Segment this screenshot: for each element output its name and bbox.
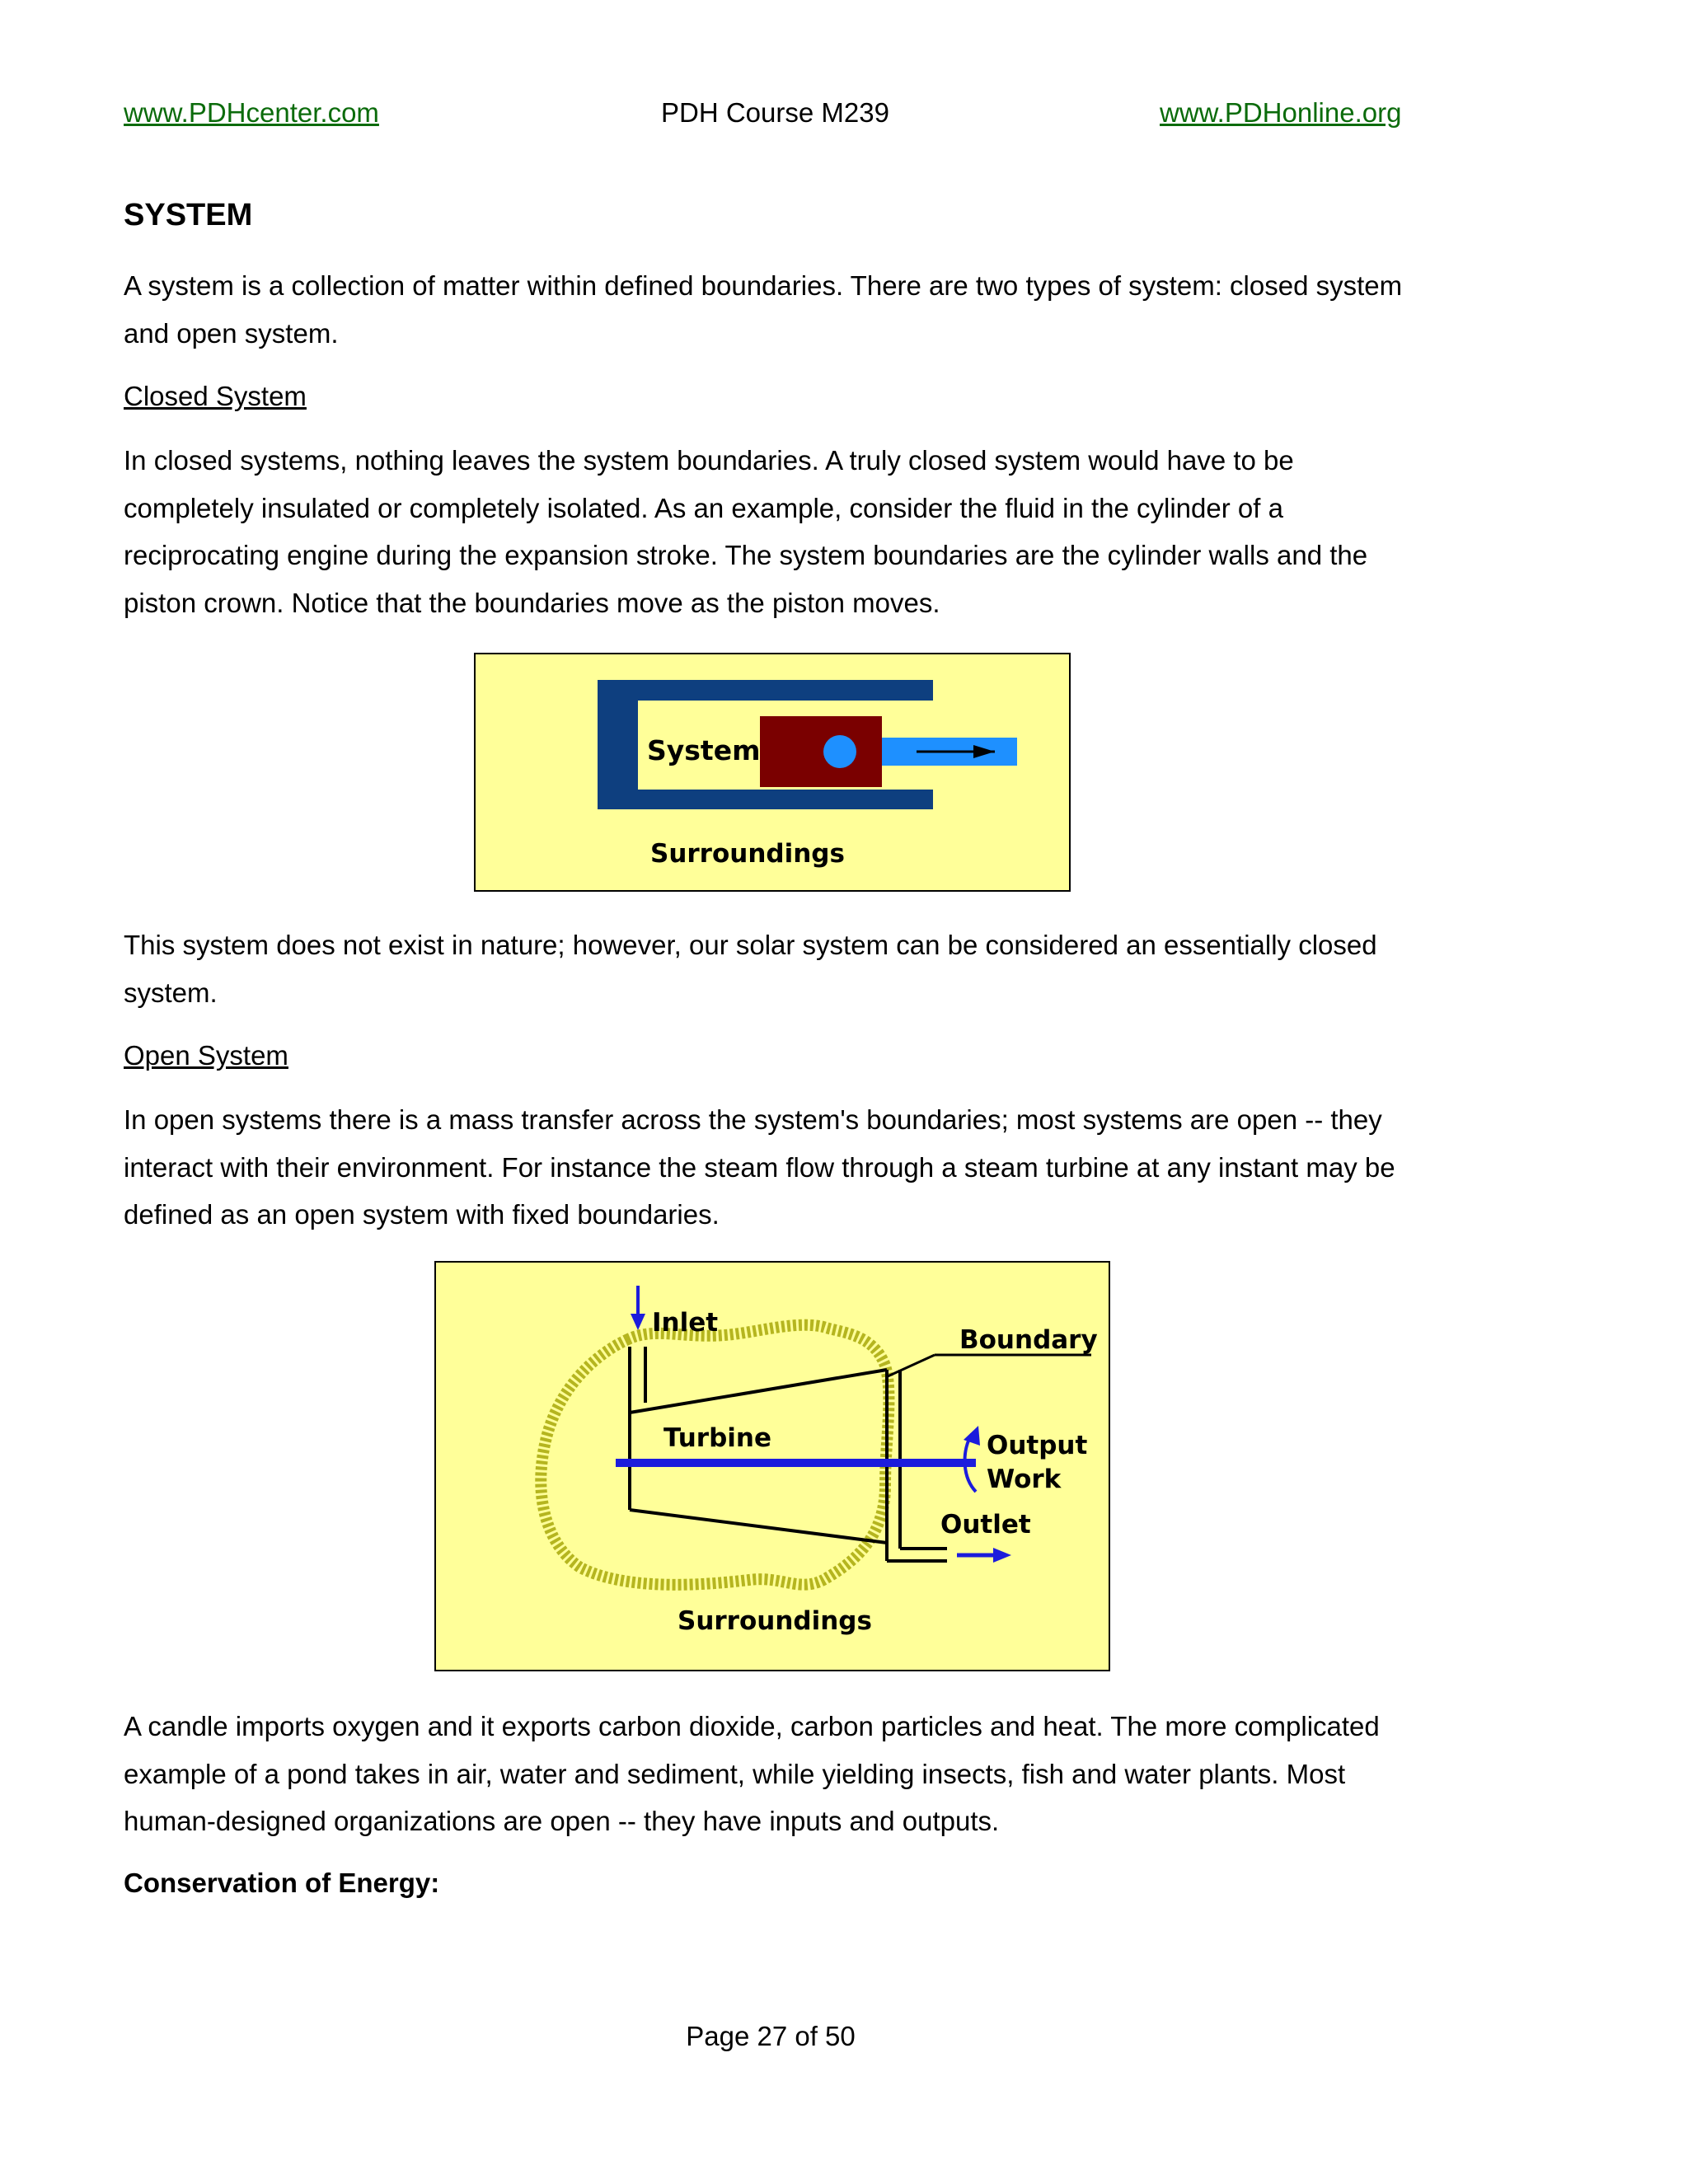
closed-system-diagram — [476, 654, 1069, 890]
open-system-paragraph: In open systems there is a mass transfer across the system's boundaries; most systems are open -- they interact with their environment. For instance the steam flow through a steam turbine at any instant may be defined as an open system with fixed boundaries. — [124, 1104, 1395, 1230]
open-system-heading: Open System — [124, 1040, 288, 1071]
open-system-diagram — [436, 1263, 1109, 1670]
outlet-label: Outlet — [940, 1510, 1031, 1540]
pdhonline-link[interactable]: www.PDHonline.org — [1160, 97, 1402, 128]
surroundings-label: Surroundings — [650, 839, 845, 869]
outlet-arrow-head — [993, 1548, 1011, 1563]
turbine-top — [630, 1370, 887, 1413]
inlet-arrow-head — [631, 1314, 645, 1330]
piston-pin — [823, 735, 856, 768]
pdhcenter-link[interactable]: www.PDHcenter.com — [124, 97, 379, 128]
section-title: SYSTEM — [124, 198, 253, 232]
surroundings-label-open: Surroundings — [678, 1606, 872, 1636]
work-label: Work — [987, 1465, 1062, 1494]
output-label: Output — [987, 1431, 1088, 1460]
piston — [760, 716, 882, 787]
intro-paragraph: A system is a collection of matter within defined boundaries. There are two types of system: closed system and open system. — [124, 270, 1403, 349]
inlet-label: Inlet — [652, 1308, 719, 1338]
boundary-leader-line — [888, 1355, 935, 1376]
open-system-examples: A candle imports oxygen and it exports carbon dioxide, carbon particles and heat. The more complicated example of a pond takes in air, water and sediment, while yielding insects, fish and water plants. Most human-designed organizations are open -- they have inputs and outputs. — [124, 1711, 1380, 1836]
course-title: PDH Course M239 — [661, 97, 889, 128]
header-right — [1160, 97, 1401, 129]
turbine-bottom — [630, 1510, 887, 1543]
system-boundary — [541, 1325, 889, 1585]
boundary-label: Boundary — [959, 1325, 1098, 1355]
open-system-figure — [434, 1261, 1110, 1671]
closed-system-figure — [474, 653, 1071, 892]
closed-system-paragraph: In closed systems, nothing leaves the system boundaries. A truly closed system would have to be completely insulated or completely isolated. As an example, consider the fluid in the cylinder of a reciprocating engine during the expansion stroke. The system boundaries are the cylinder walls and the piston crown. Notice that the boundaries move as the piston moves. — [124, 445, 1368, 618]
closed-system-heading: Closed System — [124, 381, 307, 411]
page-number: Page 27 of 50 — [686, 2021, 856, 2051]
turbine-label: Turbine — [663, 1423, 772, 1453]
closed-system-note: This system does not exist in nature; however, our solar system can be considered an essentially closed system. — [124, 930, 1377, 1008]
system-label: System — [647, 734, 761, 766]
header-left — [124, 97, 379, 129]
conservation-heading: Conservation of Energy: — [124, 1868, 440, 1898]
